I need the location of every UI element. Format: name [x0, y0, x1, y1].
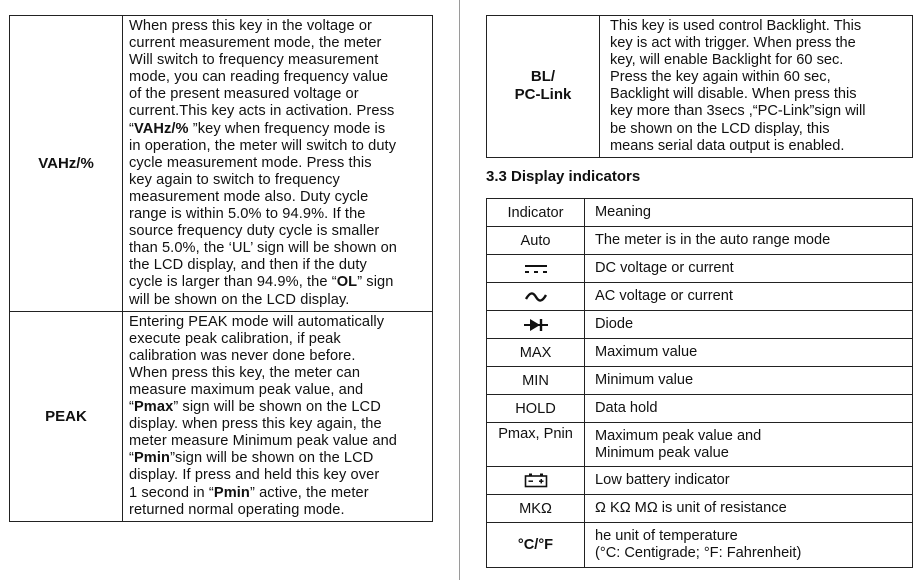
- indicator-cell: [487, 311, 585, 339]
- table-row: [487, 367, 913, 395]
- key-cell-bl-pclink: [487, 16, 600, 158]
- meaning-cell: AC voltage or current: [585, 283, 913, 311]
- desc-line: “Pmax” sign will be shown on the LCD: [129, 399, 381, 416]
- desc-line: meter measure Minimum peak value and: [129, 433, 398, 450]
- key-name-emphasis: VAHz/%: [133, 120, 193, 137]
- page-divider: [459, 0, 460, 580]
- desc-line: in operation, the meter will switch to duty: [129, 137, 397, 154]
- meaning-cell: The meter is in the auto range mode: [585, 227, 913, 255]
- meaning-cell: Diode: [585, 311, 913, 339]
- table-row: [10, 311, 433, 521]
- desc-line: of the present measured voltage or: [129, 86, 359, 103]
- backlight-key-table: [486, 15, 913, 158]
- display-indicators-table: [486, 198, 913, 568]
- desc-line: execute peak calibration, if peak: [129, 330, 341, 347]
- meaning-cell: Low battery indicator: [585, 467, 913, 495]
- ac-symbol-icon: [523, 291, 549, 303]
- desc-line: Entering PEAK mode will automatically: [129, 313, 385, 330]
- dc-symbol-icon: [523, 263, 549, 275]
- desc-line: cycle measurement mode. Press this: [129, 154, 372, 171]
- desc-line: “VAHz/% ”key when frequency mode is: [129, 120, 386, 137]
- table-row: [487, 227, 913, 255]
- meaning-cell: [585, 423, 913, 467]
- indicator-cell: °C/°F: [487, 523, 585, 568]
- desc-line: will be shown on the LCD display.: [129, 291, 350, 308]
- table-row: [487, 339, 913, 367]
- key-cell-vahz: VAHz/%: [10, 16, 123, 312]
- desc-line: display. If press and held this key over: [129, 467, 380, 484]
- desc-line: calibration was never done before.: [129, 347, 356, 364]
- key-cell-peak: PEAK: [10, 311, 123, 521]
- key-name-emphasis: Pmin: [133, 450, 171, 467]
- desc-line: cycle is larger than 94.9%, the “OL” sign: [129, 274, 394, 291]
- table-row: [487, 523, 913, 568]
- desc-cell-peak: [123, 311, 433, 521]
- indicator-cell: [487, 255, 585, 283]
- meaning-cell: Maximum value: [585, 339, 913, 367]
- table-row: [10, 16, 433, 312]
- meaning-line: Minimum peak value: [595, 444, 729, 461]
- meaning-cell: Data hold: [585, 395, 913, 423]
- meaning-line: he unit of temperature: [595, 528, 738, 544]
- desc-line: measure maximum peak value, and: [129, 381, 364, 398]
- meaning-cell: Minimum value: [585, 367, 913, 395]
- indicator-cell: MIN: [487, 367, 585, 395]
- meaning-cell: Ω KΩ MΩ is unit of resistance: [585, 495, 913, 523]
- key-label-bl: BL/: [530, 68, 556, 86]
- table-row: [487, 283, 913, 311]
- desc-cell-vahz: [123, 16, 433, 312]
- desc-line: the LCD display, and then if the duty: [129, 257, 367, 274]
- desc-line: Will switch to frequency measurement: [129, 52, 379, 69]
- desc-line: key is act with trigger. When press the: [610, 35, 856, 52]
- key-function-table: [9, 15, 433, 522]
- table-row: [487, 395, 913, 423]
- desc-line: display. when press this key again, the: [129, 416, 382, 433]
- desc-line: current measurement mode, the meter: [129, 35, 382, 52]
- table-row: [487, 495, 913, 523]
- meaning-cell: DC voltage or current: [585, 255, 913, 283]
- battery-icon: [524, 473, 548, 488]
- meaning-cell: [585, 523, 913, 568]
- indicator-cell: Pmax, Pnin: [487, 423, 585, 467]
- desc-line: key again to switch to frequency: [129, 171, 340, 188]
- indicator-cell: MKΩ: [487, 495, 585, 523]
- desc-line: Backlight will disable. When press this: [610, 86, 857, 103]
- table-row: [487, 423, 913, 467]
- meaning-line: Maximum peak value and: [595, 427, 762, 444]
- desc-line: means serial data output is enabled.: [610, 137, 845, 154]
- desc-line: When press this key, the meter can: [129, 364, 361, 381]
- desc-line: than 5.0%, the ‘UL’ sign will be shown on: [129, 240, 398, 257]
- desc-line: When press this key in the voltage or: [129, 18, 372, 34]
- desc-line: measurement mode also. Duty cycle: [129, 188, 369, 205]
- indicator-cell: MAX: [487, 339, 585, 367]
- indicator-cell: [487, 467, 585, 495]
- table-row: [487, 311, 913, 339]
- key-name-emphasis: Pmin: [213, 484, 250, 501]
- diode-symbol-icon: [522, 317, 550, 333]
- table-row: [487, 467, 913, 495]
- meaning-line: (°C: Centigrade; °F: Fahrenheit): [595, 545, 802, 561]
- desc-line: This key is used control Backlight. This: [610, 18, 862, 34]
- indicator-cell: Auto: [487, 227, 585, 255]
- desc-line: source frequency duty cycle is smaller: [129, 223, 380, 240]
- desc-line: range is within 5.0% to 94.9%. If the: [129, 206, 366, 223]
- table-header-row: [487, 199, 913, 227]
- desc-cell-bl: [600, 16, 913, 158]
- key-label-pclink: PC-Link: [514, 86, 572, 104]
- table-row: [487, 255, 913, 283]
- desc-line: 1 second in “Pmin” active, the meter: [129, 484, 369, 501]
- desc-line: key more than 3secs ,“PC-Link”sign will: [610, 103, 866, 120]
- desc-line: current.This key acts in activation. Press: [129, 103, 395, 120]
- table-row: [487, 16, 913, 158]
- desc-line: returned normal operating mode.: [129, 501, 345, 518]
- desc-line: key, will enable Backlight for 60 sec.: [610, 52, 844, 69]
- desc-line: mode, you can reading frequency value: [129, 69, 389, 86]
- section-heading: 3.3 Display indicators: [486, 168, 641, 185]
- desc-line: Press the key again within 60 sec,: [610, 69, 831, 86]
- indicator-cell: [487, 283, 585, 311]
- indicator-cell: HOLD: [487, 395, 585, 423]
- key-name-emphasis: OL: [336, 274, 358, 291]
- desc-line: “Pmin”sign will be shown on the LCD: [129, 450, 374, 467]
- header-indicator: Indicator: [487, 199, 585, 227]
- desc-line: be shown on the LCD display, this: [610, 120, 830, 137]
- header-meaning: Meaning: [585, 199, 913, 227]
- key-name-emphasis: Pmax: [133, 399, 174, 416]
